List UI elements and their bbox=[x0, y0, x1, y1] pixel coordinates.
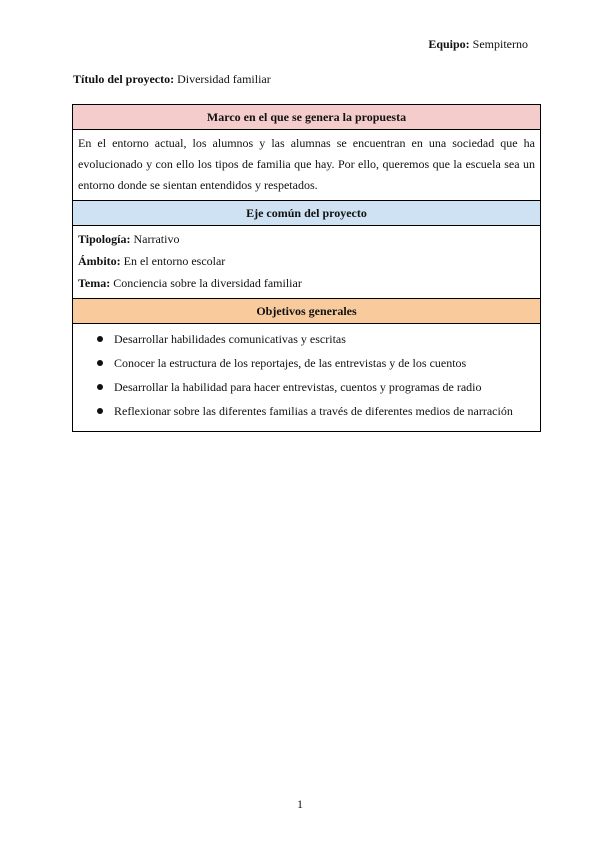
marco-text: En el entorno actual, los alumnos y las alumnas se encuentran en una sociedad que ha evolucionado y con ello los tipos de familia que hay. Por ello, queremos que la escuela sea un entorno donde se sientan entendidos y respetados. bbox=[78, 136, 535, 192]
eje-item-tipologia bbox=[78, 228, 535, 250]
project-title-line bbox=[73, 72, 271, 87]
eje-header: Eje común del proyecto bbox=[73, 200, 540, 226]
bullet-icon bbox=[97, 408, 103, 414]
objetivos-list bbox=[73, 324, 540, 431]
bullet-icon bbox=[97, 360, 103, 366]
list-item bbox=[73, 351, 540, 375]
marco-header: Marco en el que se genera la propuesta bbox=[73, 105, 540, 130]
eje-item-ambito bbox=[78, 250, 535, 272]
eje-item-value: En el entorno escolar bbox=[123, 254, 226, 268]
proposal-table bbox=[72, 104, 541, 432]
objetivo-text: Desarrollar la habilidad para hacer entrevistas, cuentos y programas de radio bbox=[114, 380, 482, 394]
eje-item-label: Ámbito: bbox=[78, 254, 121, 268]
objetivo-text: Desarrollar habilidades comunicativas y escritas bbox=[114, 332, 346, 346]
eje-item-label: Tipología: bbox=[78, 232, 131, 246]
team-value: Sempiterno bbox=[472, 37, 528, 51]
eje-body bbox=[73, 226, 540, 298]
objetivo-text: Reflexionar sobre las diferentes familias a través de diferentes medios de narración bbox=[114, 404, 513, 418]
eje-item-value: Narrativo bbox=[133, 232, 180, 246]
list-item bbox=[73, 375, 540, 399]
team-line bbox=[428, 37, 528, 52]
project-title-label: Título del proyecto: bbox=[73, 72, 175, 86]
list-item bbox=[73, 327, 540, 351]
eje-item-tema bbox=[78, 272, 535, 294]
page-number: 1 bbox=[297, 797, 303, 811]
objetivo-text: Conocer la estructura de los reportajes, de las entrevistas y de los cuentos bbox=[114, 356, 467, 370]
list-item bbox=[73, 399, 540, 423]
objetivos-header: Objetivos generales bbox=[73, 298, 540, 324]
team-label: Equipo: bbox=[428, 37, 470, 51]
eje-item-value: Conciencia sobre la diversidad familiar bbox=[113, 276, 302, 290]
bullet-icon bbox=[97, 384, 103, 390]
eje-item-label: Tema: bbox=[78, 276, 111, 290]
project-title-value: Diversidad familiar bbox=[177, 72, 271, 86]
bullet-icon bbox=[97, 336, 103, 342]
